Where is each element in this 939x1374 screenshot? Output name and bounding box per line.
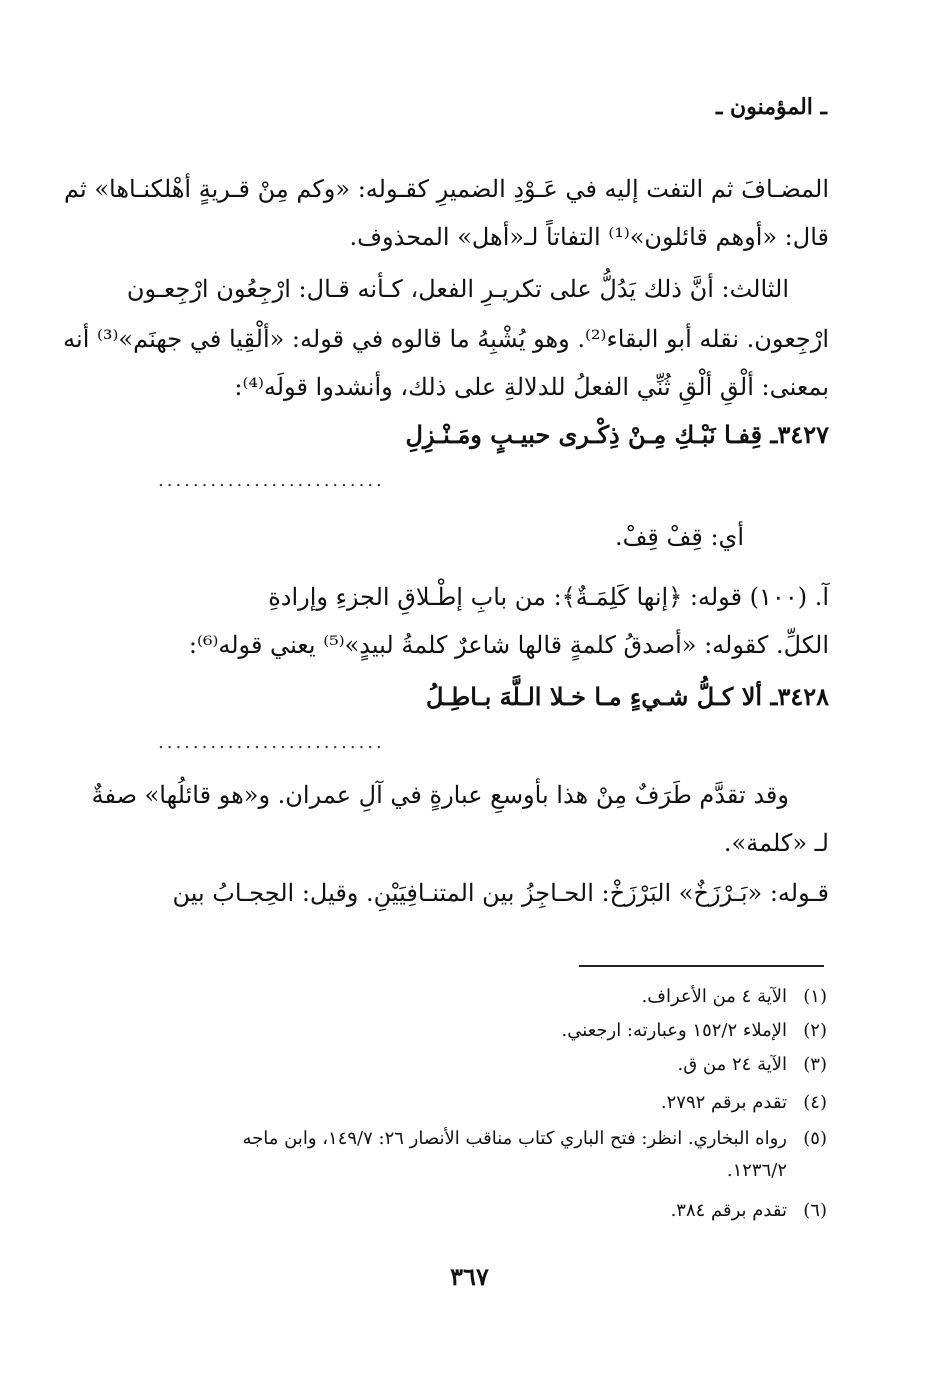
- body-line: بمعنى: ألْقِ ألْقِ ثُنِّي الفعلُ للدلالةِ على ذلك، وأنشدوا قولَه⁽⁴⁾:: [234, 373, 829, 401]
- footnote-text: رواه البخاري. انظر: فتح الباري كتاب مناقب الأنصار ٢٦: ١٤٩/٧، وابن ماجه: [242, 1128, 787, 1149]
- footnote-item: [112, 1018, 827, 1044]
- body-line: أي: قِفْ قِفْ.: [614, 523, 744, 551]
- verse-commentary-line: آ. (١٠٠) قوله: ﴿إنها كَلِمَـةٌ﴾: من بابِ إطْـلاقِ الجزءِ وإرادةِ: [268, 583, 829, 611]
- verse-3428: ٣٤٢٨ـ ألا كـلُّ شـيءٍ مـا خـلا الـلَّهَ بـاطِـلُ: [425, 682, 829, 711]
- body-line: قـوله: «بَـرْزَخٌ» البَرْزَخْ: الحـاجِزُ بين المتنـافِيَيْنِ. وقيل: الحِجـابُ بين: [172, 879, 829, 907]
- body-line: لـ «كلمة».: [723, 829, 829, 857]
- footnote-item: [112, 1158, 827, 1184]
- body-line: الكلِّ. كقوله: «أصدقُ كلمةٍ قالها شاعرٌ كلمةُ لبيدٍ»⁽⁵⁾ يعني قوله⁽⁶⁾:: [188, 631, 829, 659]
- footnote-text: تقدم برقم ٢٧٩٢.: [660, 1092, 787, 1113]
- footnote-mark: (١): [803, 986, 827, 1007]
- footnote-item: [112, 1052, 827, 1078]
- footnote-text: تقدم برقم ٣٨٤.: [670, 1200, 787, 1221]
- footnote-text: الإملاء ١٥٢/٢ وعبارته: ارجعني.: [561, 1020, 787, 1041]
- body-line: الثالث: أنَّ ذلك يَدُلُّ على تكريـرِ الفعل، كـأنه قـال: ارْجِعُون ارْجِعـون: [126, 275, 789, 303]
- footnote-separator: [579, 965, 824, 967]
- body-line: وقد تقدَّم طَرَفٌ مِنْ هذا بأوسعِ عبارةٍ في آلِ عمران. و«هو قائلُها» صفةٌ: [91, 781, 789, 809]
- footnote-item: [112, 1126, 827, 1152]
- body-line: ارْجِعون. نقله أبو البقاء⁽²⁾. وهو يُشْبِهُ ما قالوه في قوله: «ألْقِيا في جهنَم»⁽³⁾ أنه: [63, 325, 829, 353]
- footnote-mark: (٥): [803, 1128, 827, 1149]
- footnote-mark: (٢): [803, 1020, 827, 1041]
- footnote-mark: (٦): [803, 1200, 827, 1221]
- footnote-item: [112, 984, 827, 1010]
- running-header: ـ المؤمنون ـ: [715, 94, 827, 120]
- footnote-text: ١٢٣٦/٢.: [726, 1160, 787, 1181]
- footnote-text: الآية ٢٤ من ق.: [677, 1054, 787, 1075]
- footnote-mark: (٣): [803, 1054, 827, 1075]
- verse-dots: ..........................: [158, 470, 385, 491]
- body-line: المضـافَ ثم التفت إليه في عَـوْدِ الضميرِ كقـوله: «وكم مِنْ قـريةٍ أهْلكنـاها» ثم: [64, 175, 829, 203]
- page-number: ٣٦٧: [450, 1262, 489, 1291]
- footnote-item: [112, 1090, 827, 1116]
- body-line: قال: «أوهم قائلون»⁽¹⁾ التفاتاً لـ«أهل» المحذوف.: [349, 223, 829, 251]
- footnote-item: [112, 1198, 827, 1224]
- footnote-mark: (٤): [803, 1092, 827, 1113]
- verse-dots: ..........................: [158, 732, 385, 753]
- verse-3427: ٣٤٢٧ـ قِفـا نَبْـكِ مِـنْ ذِكْـرى حبيـبٍ ومَـنْـزِلِ: [405, 420, 829, 449]
- footnote-text: الآية ٤ من الأعراف.: [641, 986, 787, 1007]
